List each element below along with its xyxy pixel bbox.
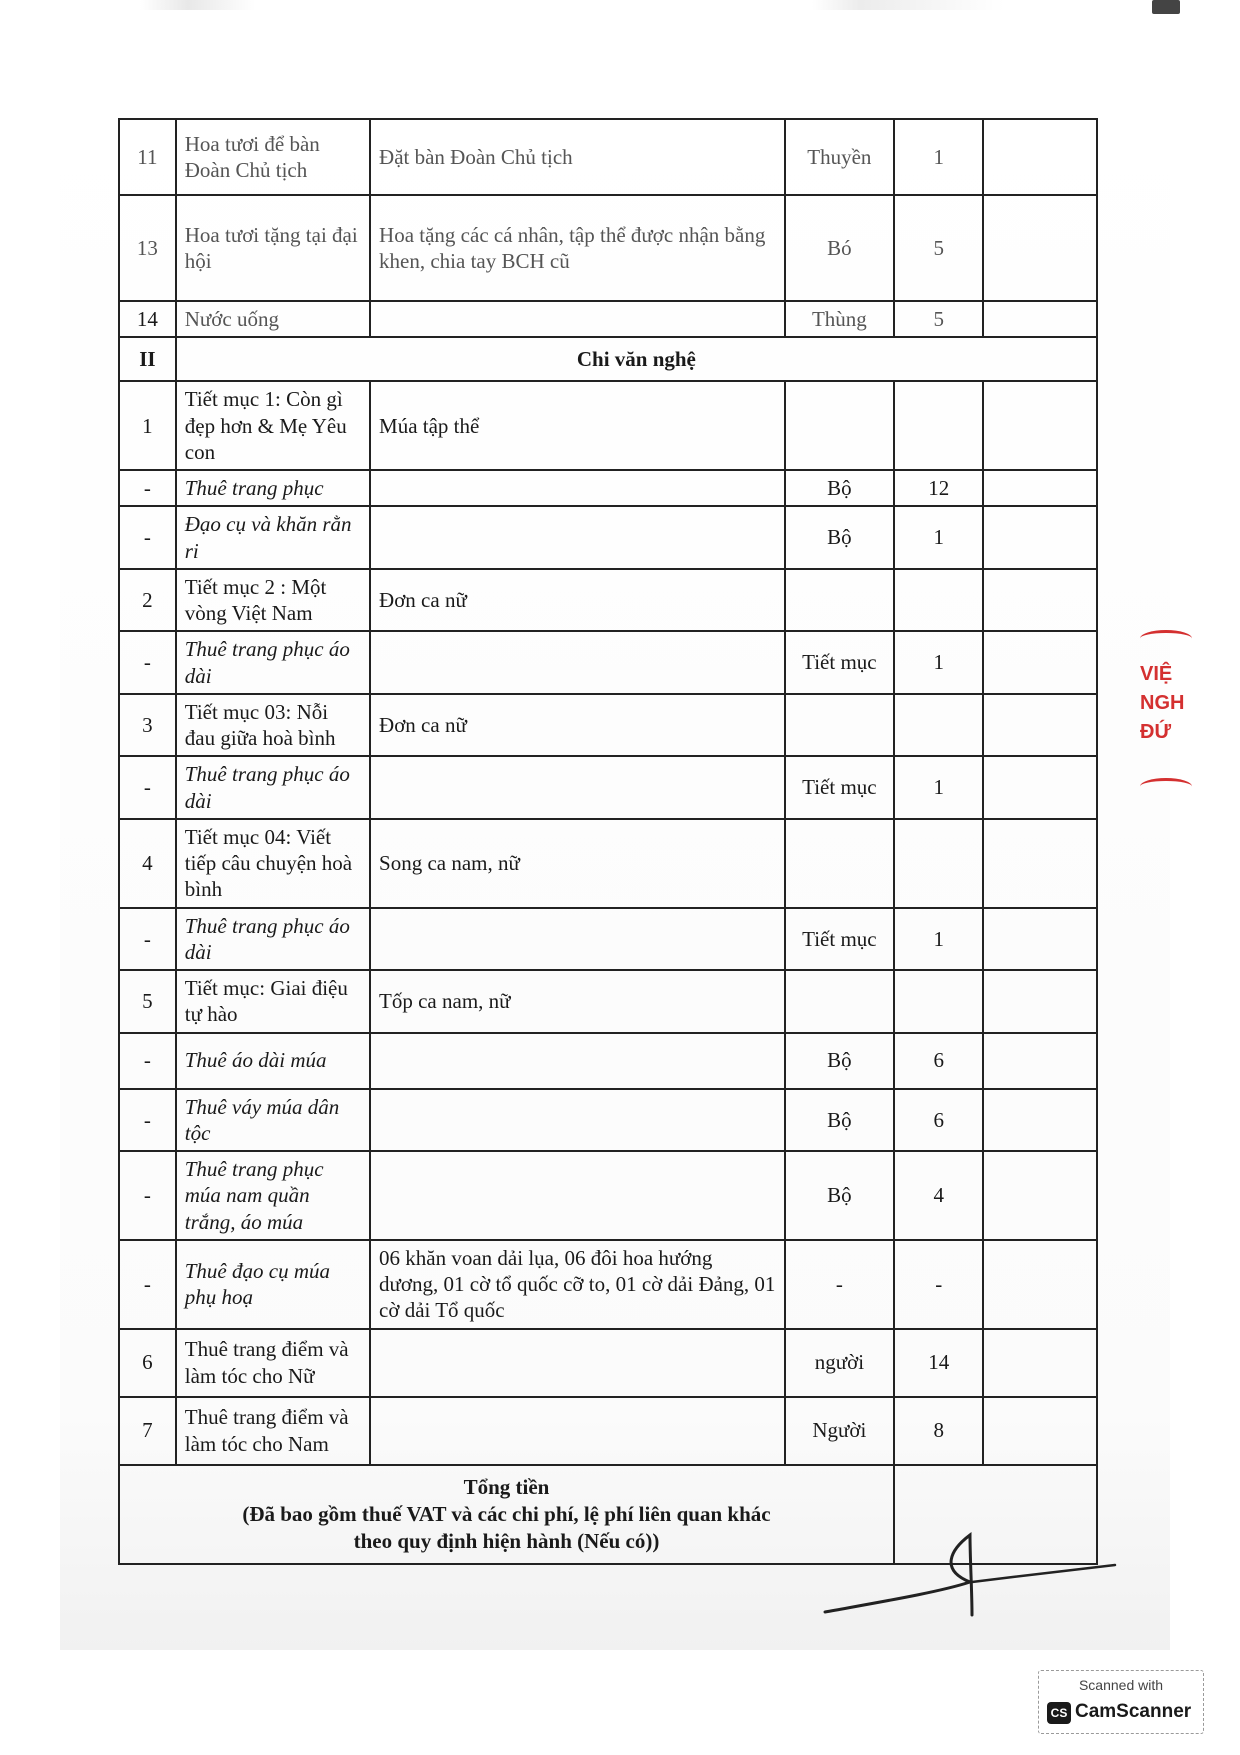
item-description: Đặt bàn Đoàn Chủ tịch xyxy=(370,119,785,195)
item-quantity: 1 xyxy=(894,119,984,195)
total-title: Tổng tiền xyxy=(463,1474,550,1499)
stamp-arc xyxy=(1140,630,1192,647)
item-quantity: 8 xyxy=(894,1397,984,1465)
camscanner-brand: CamScanner xyxy=(1075,1701,1192,1722)
item-quantity: 1 xyxy=(894,631,984,694)
item-description: Múa tập thể xyxy=(370,381,785,470)
item-unit xyxy=(785,694,894,757)
item-name: Hoa tươi để bàn Đoàn Chủ tịch xyxy=(176,119,370,195)
item-description xyxy=(370,301,785,337)
handwritten-signature xyxy=(820,1530,1120,1620)
empty-cell xyxy=(983,506,1097,569)
table-row xyxy=(119,908,1097,971)
empty-cell xyxy=(983,1033,1097,1089)
row-number: - xyxy=(119,631,176,694)
item-name: Tiết mục 1: Còn gì đẹp hơn & Mẹ Yêu con xyxy=(176,381,370,470)
item-unit: - xyxy=(785,1240,894,1329)
item-name: Thuê trang phục xyxy=(176,470,370,506)
row-number: - xyxy=(119,506,176,569)
item-quantity: - xyxy=(894,1240,984,1329)
empty-cell xyxy=(983,301,1097,337)
empty-cell xyxy=(983,694,1097,757)
table-row xyxy=(119,301,1097,337)
table-row xyxy=(119,1151,1097,1240)
item-name: Tiết mục 04: Viết tiếp câu chuyện hoà bình xyxy=(176,819,370,908)
item-unit: Tiết mục xyxy=(785,908,894,971)
item-description xyxy=(370,631,785,694)
section-title: Chi văn nghệ xyxy=(176,337,1097,381)
item-name: Hoa tươi tặng tại đại hội xyxy=(176,195,370,301)
empty-cell xyxy=(983,195,1097,301)
item-quantity: 1 xyxy=(894,908,984,971)
item-name: Thuê váy múa dân tộc xyxy=(176,1089,370,1152)
item-quantity: 6 xyxy=(894,1089,984,1152)
row-number: 2 xyxy=(119,569,176,632)
item-unit: Thùng xyxy=(785,301,894,337)
empty-cell xyxy=(983,381,1097,470)
empty-cell xyxy=(983,631,1097,694)
item-quantity xyxy=(894,569,984,632)
item-quantity: 12 xyxy=(894,470,984,506)
item-description: Hoa tặng các cá nhân, tập thể được nhận bằng khen, chia tay BCH cũ xyxy=(370,195,785,301)
item-name: Thuê trang phục áo dài xyxy=(176,756,370,819)
row-number: - xyxy=(119,1151,176,1240)
empty-cell xyxy=(983,470,1097,506)
row-number: 7 xyxy=(119,1397,176,1465)
empty-cell xyxy=(983,1397,1097,1465)
item-unit: Tiết mục xyxy=(785,631,894,694)
item-unit xyxy=(785,970,894,1033)
section-header xyxy=(119,337,1097,381)
item-name: Nước uống xyxy=(176,301,370,337)
item-quantity xyxy=(894,381,984,470)
row-number: 5 xyxy=(119,970,176,1033)
item-description: 06 khăn voan dải lụa, 06 đôi hoa hướng dương, 01 cờ tổ quốc cỡ to, 01 cờ dải Đảng, 01 cờ dải Tổ quốc xyxy=(370,1240,785,1329)
table-row xyxy=(119,1089,1097,1152)
row-number: - xyxy=(119,1240,176,1329)
scan-edge-marks xyxy=(140,0,1100,10)
stamp-text-3: ĐỨ xyxy=(1140,721,1172,743)
item-unit: Bó xyxy=(785,195,894,301)
row-number: 13 xyxy=(119,195,176,301)
table-row xyxy=(119,1033,1097,1089)
table-row xyxy=(119,119,1097,195)
row-number: - xyxy=(119,756,176,819)
item-name: Tiết mục: Giai điệu tự hào xyxy=(176,970,370,1033)
camscanner-watermark xyxy=(1038,1670,1204,1734)
item-quantity: 5 xyxy=(894,301,984,337)
table-row xyxy=(119,470,1097,506)
item-quantity: 14 xyxy=(894,1329,984,1397)
item-quantity: 1 xyxy=(894,756,984,819)
stamp-text-2: NGH xyxy=(1140,692,1185,714)
item-rows xyxy=(119,381,1097,1464)
table-row xyxy=(119,195,1097,301)
table-row xyxy=(119,381,1097,470)
table-row xyxy=(119,694,1097,757)
item-unit: Bộ xyxy=(785,470,894,506)
item-description xyxy=(370,1033,785,1089)
table-row xyxy=(119,506,1097,569)
table-row xyxy=(119,970,1097,1033)
item-name: Thuê trang điểm và làm tóc cho Nam xyxy=(176,1397,370,1465)
table-row xyxy=(119,569,1097,632)
stamp-text-1: VIỆ xyxy=(1140,663,1173,685)
table-row xyxy=(119,756,1097,819)
row-number: - xyxy=(119,1033,176,1089)
item-description xyxy=(370,1397,785,1465)
item-name: Thuê trang phục áo dài xyxy=(176,908,370,971)
item-description: Song ca nam, nữ xyxy=(370,819,785,908)
row-number: 4 xyxy=(119,819,176,908)
empty-cell xyxy=(983,1089,1097,1152)
item-description xyxy=(370,756,785,819)
camscanner-logo-icon: CS xyxy=(1047,1702,1071,1724)
item-quantity: 1 xyxy=(894,506,984,569)
table-row xyxy=(119,631,1097,694)
item-unit xyxy=(785,569,894,632)
item-name: Đạo cụ và khăn rằn ri xyxy=(176,506,370,569)
stamp-arc xyxy=(1140,778,1192,795)
empty-cell xyxy=(983,819,1097,908)
item-unit: Người xyxy=(785,1397,894,1465)
item-quantity: 4 xyxy=(894,1151,984,1240)
item-description xyxy=(370,506,785,569)
table-row xyxy=(119,819,1097,908)
item-unit: người xyxy=(785,1329,894,1397)
item-description: Tốp ca nam, nữ xyxy=(370,970,785,1033)
item-name: Thuê trang phục áo dài xyxy=(176,631,370,694)
item-description xyxy=(370,908,785,971)
item-quantity xyxy=(894,694,984,757)
item-quantity: 5 xyxy=(894,195,984,301)
row-number: 6 xyxy=(119,1329,176,1397)
item-unit xyxy=(785,381,894,470)
item-description: Đơn ca nữ xyxy=(370,694,785,757)
table-row xyxy=(119,1397,1097,1465)
item-unit: Bộ xyxy=(785,1089,894,1152)
item-description xyxy=(370,1089,785,1152)
item-name: Thuê trang phục múa nam quần trắng, áo múa xyxy=(176,1151,370,1240)
item-unit: Bộ xyxy=(785,1033,894,1089)
row-number: 11 xyxy=(119,119,176,195)
row-number: 3 xyxy=(119,694,176,757)
item-unit: Bộ xyxy=(785,1151,894,1240)
item-quantity xyxy=(894,970,984,1033)
empty-cell xyxy=(983,908,1097,971)
row-number: 1 xyxy=(119,381,176,470)
item-quantity xyxy=(894,819,984,908)
empty-cell xyxy=(983,569,1097,632)
table-row xyxy=(119,1240,1097,1329)
item-unit: Bộ xyxy=(785,506,894,569)
empty-cell xyxy=(983,1240,1097,1329)
section-number: II xyxy=(119,337,176,381)
item-description: Đơn ca nữ xyxy=(370,569,785,632)
item-description xyxy=(370,470,785,506)
total-label xyxy=(119,1465,894,1565)
empty-cell xyxy=(983,970,1097,1033)
item-description xyxy=(370,1151,785,1240)
item-name: Thuê áo dài múa xyxy=(176,1033,370,1089)
item-unit: Tiết mục xyxy=(785,756,894,819)
item-quantity: 6 xyxy=(894,1033,984,1089)
row-number: - xyxy=(119,908,176,971)
item-name: Thuê đạo cụ múa phụ hoạ xyxy=(176,1240,370,1329)
scanned-with-label: Scanned with xyxy=(1078,1677,1164,1693)
empty-cell xyxy=(983,1151,1097,1240)
item-name: Tiết mục 2 : Một vòng Việt Nam xyxy=(176,569,370,632)
empty-cell xyxy=(983,119,1097,195)
item-description xyxy=(370,1329,785,1397)
total-note: (Đã bao gồm thuế VAT và các chi phí, lệ phí liên quan khác xyxy=(242,1501,771,1526)
total-note-cont: theo quy định hiện hành (Nếu có)) xyxy=(353,1529,660,1554)
row-number: 14 xyxy=(119,301,176,337)
item-unit: Thuyền xyxy=(785,119,894,195)
cost-table xyxy=(118,118,1098,1565)
row-number: - xyxy=(119,470,176,506)
item-name: Thuê trang điểm và làm tóc cho Nữ xyxy=(176,1329,370,1397)
corner-mark xyxy=(1152,0,1180,14)
table-row xyxy=(119,1329,1097,1397)
item-unit xyxy=(785,819,894,908)
row-number: - xyxy=(119,1089,176,1152)
empty-cell xyxy=(983,756,1097,819)
red-stamp-fragment xyxy=(1140,660,1210,860)
empty-cell xyxy=(983,1329,1097,1397)
item-name: Tiết mục 03: Nỗi đau giữa hoà bình xyxy=(176,694,370,757)
